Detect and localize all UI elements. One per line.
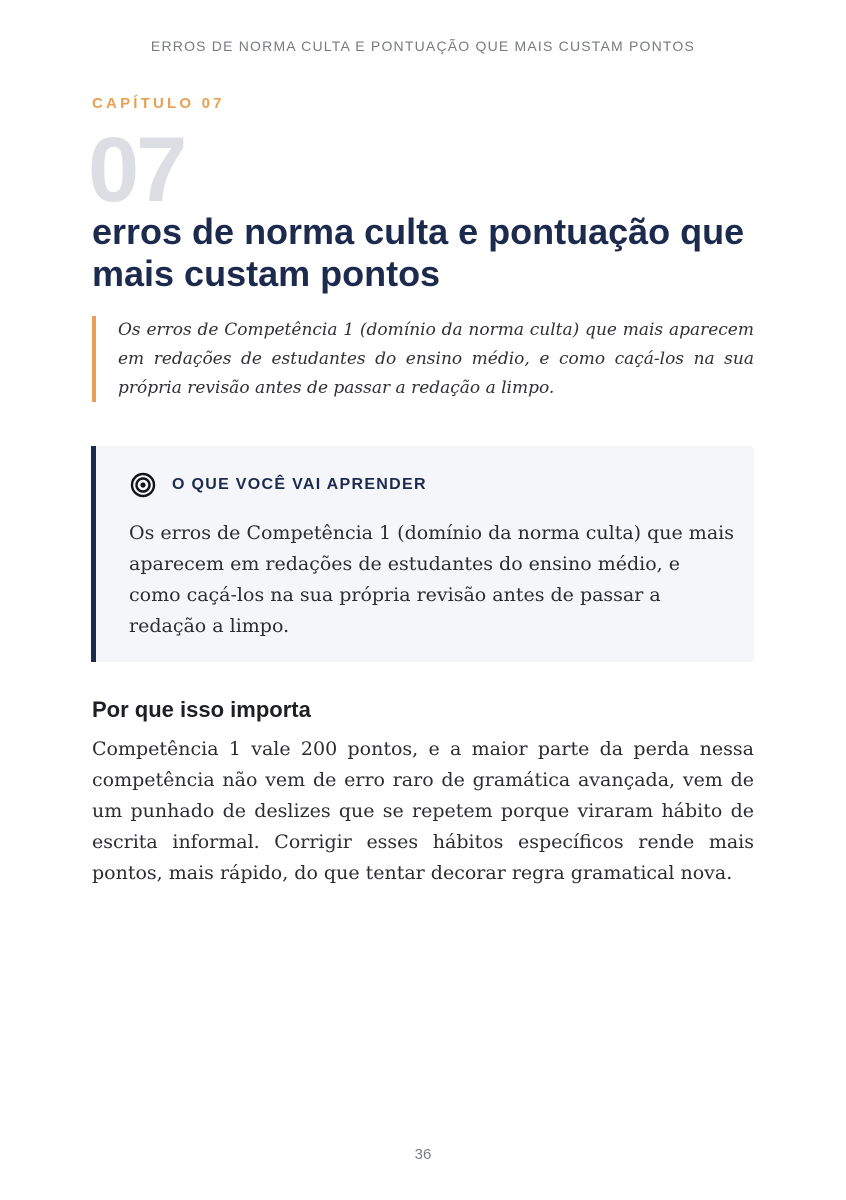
chapter-title: erros de norma culta e pontuação que mais custam pontos <box>92 211 745 294</box>
learning-objectives-callout <box>91 446 754 662</box>
callout-header <box>130 472 427 498</box>
running-header: ERROS DE NORMA CULTA E PONTUAÇÃO QUE MAIS CUSTAM PONTOS <box>150 38 696 54</box>
chapter-label: CAPÍTULO 07 <box>92 95 225 112</box>
target-icon <box>130 472 156 498</box>
chapter-number: 07 <box>88 119 185 221</box>
chapter-lede-text: Os erros de Competência 1 (domínio da norma culta) que mais aparecem em redações de estudantes do ensino médio, e como caçá-los na sua própria revisão antes de passar a redação a limpo. <box>118 320 754 398</box>
callout-heading: O QUE VOCÊ VAI APRENDER <box>172 476 427 493</box>
page-number: 36 <box>414 1146 432 1163</box>
callout-body: Os erros de Competência 1 (domínio da norma culta) que mais aparecem em redações de estudantes do ensino médio, e como caçá-los na sua própria revisão antes de passar a redação a limpo. <box>129 522 734 637</box>
chapter-lede <box>92 316 754 402</box>
section-body: Competência 1 vale 200 pontos, e a maior parte da perda nessa competência não vem de erro raro de gramática avançada, vem de um punhado de deslizes que se repetem porque viraram hábito de escrita informal. Corrigir esses hábitos específicos rende mais pontos, mais rápido, do que tentar decorar regra gramatical nova. <box>92 738 754 884</box>
section-heading: Por que isso importa <box>92 697 311 722</box>
